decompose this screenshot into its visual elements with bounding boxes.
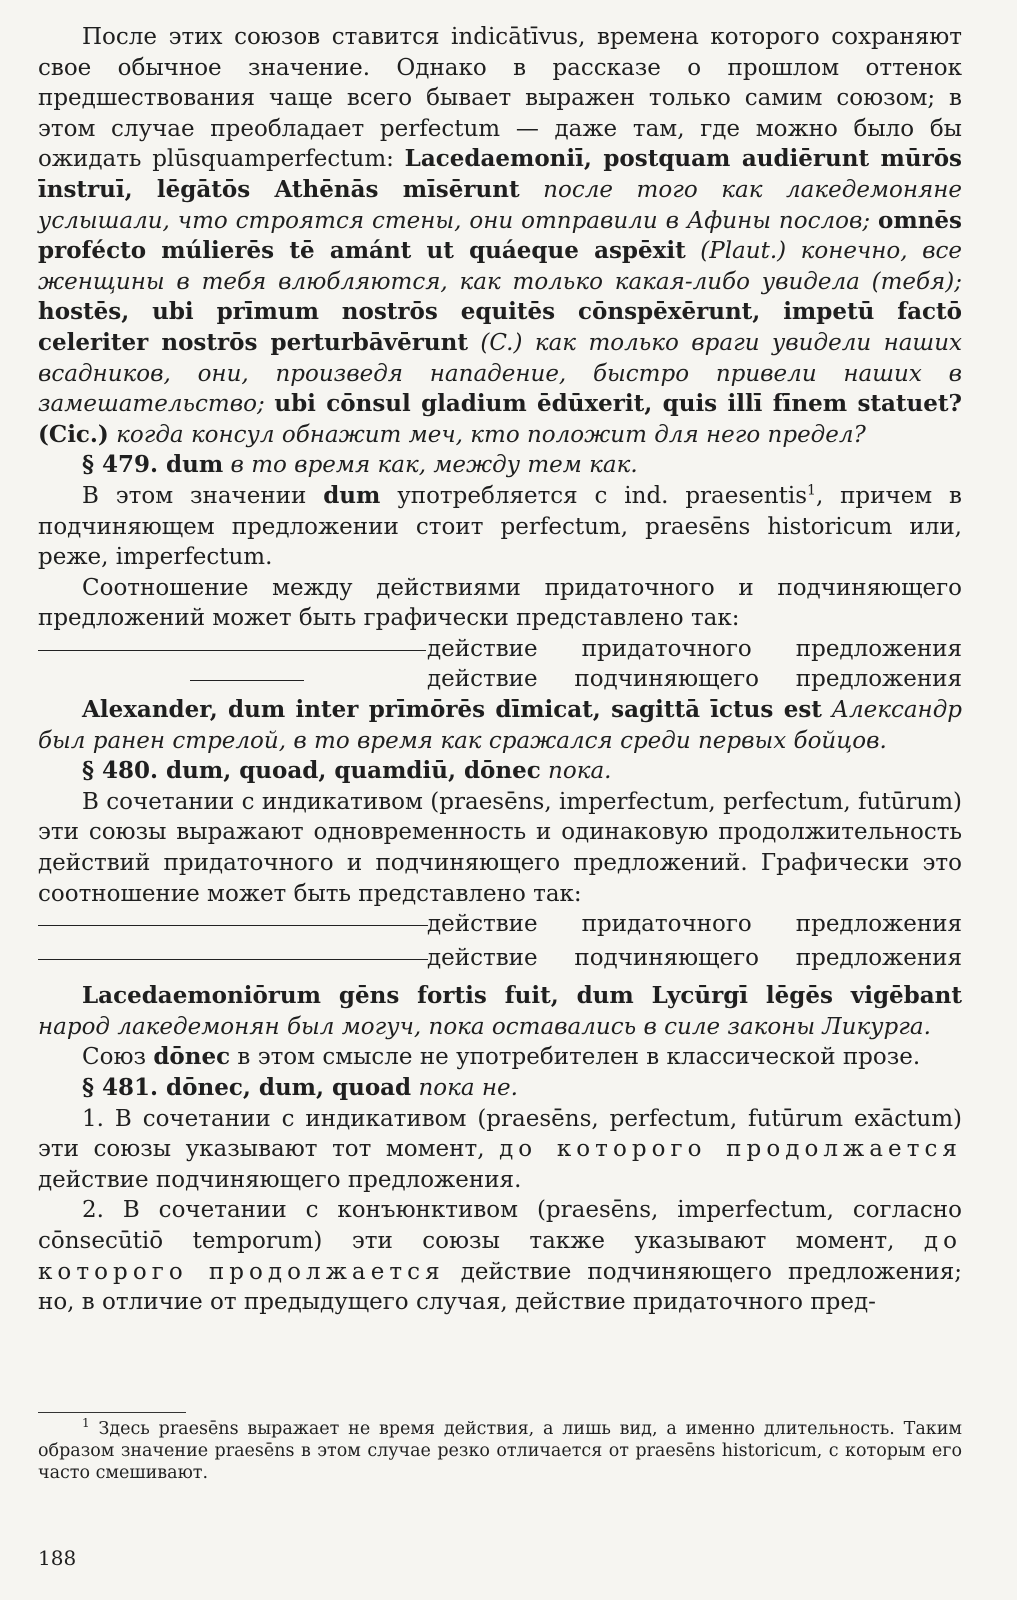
section-480-example: [38, 981, 962, 1042]
section-gloss: пока не.: [411, 1075, 518, 1101]
text-run: 1. В сочетании с индикативом (praesēns, perfectum, futūrum exāctum) эти союзы указывают тот момент,: [38, 1105, 962, 1163]
text-run: , причем в подчиняющем предложении стоит perfectum, praesēns historicum или, реже, imperfectum.: [38, 482, 962, 571]
text-run: В этом значении: [82, 482, 324, 509]
latin-example: Lacedaemoniī, postquam audiērunt mūrōs īnstruī, lēgātōs Athēnās mīsērunt: [38, 145, 962, 203]
section-480-paragraph-2: [38, 1042, 962, 1073]
latin-example: hostēs, ubi prīmum nostrōs equitēs cōnspēxērunt, impetū factō celeriter nostrōs perturbāvērunt: [38, 298, 962, 356]
latin-example: omnēs profécto múlierēs tē amánt ut quáeque aspēxit: [38, 206, 962, 265]
diagram-line: [190, 680, 304, 681]
translation: после того как лакедемоняне услышали, что строятся стены, они отправили в Афины послов;: [38, 176, 962, 234]
section-479-paragraph: [38, 481, 962, 573]
text-run: 2. В сочетании с конъюнктивом (praesēns, imperfectum, согласно cōnsecūtiō temporum) эти союзы также указывают момент,: [38, 1197, 962, 1254]
footnote: [38, 1418, 962, 1484]
diagram-row-subordinate: [38, 634, 962, 665]
spaced-emphasis: до которого продолжается: [38, 1227, 962, 1285]
latin-example: Alexander, dum inter prīmōrēs dīmicat, sagittā īctus est: [82, 696, 822, 724]
text-run: действие подчиняющего предложения.: [38, 1166, 522, 1193]
spaced-emphasis: до которого продолжается: [499, 1136, 963, 1163]
translation: (Plaut.) конечно, все женщины в тебя влюбляются, как только какая-либо увидела (тебя);: [38, 238, 962, 295]
section-479-example: [38, 695, 962, 756]
translation: Александр был ранен стрелой, в то время как сражался среди первых бойцов.: [38, 697, 963, 754]
footnote-mark: 1: [82, 1416, 90, 1431]
diagram-row-main: [38, 943, 962, 981]
section-479-paragraph-2: Соотношение между действиями придаточного и подчиняющего предложений может быть графически представлено так:: [38, 574, 962, 632]
footnote-divider: [38, 1412, 186, 1413]
latin-term: dum: [323, 481, 381, 509]
section-481-point-2: [38, 1195, 962, 1317]
section-title: § 481. dōnec, dum, quoad: [82, 1074, 412, 1101]
latin-example: ubi cōnsul gladium ēdūxerit, quis illī fīnem statuet? (Cic.): [38, 390, 962, 448]
section-480-heading: [38, 756, 962, 787]
latin-term: dōnec: [153, 1043, 231, 1071]
diagram-row-main: [38, 664, 962, 695]
translation: (C.) как только враги увидели наших всадников, они, произведя нападение, быстро привели наших в замешательство;: [38, 329, 962, 418]
text-run: После этих союзов ставится indicātīvus, времена которого сохраняют свое обычное значение. Однако в рассказе о прошлом оттенок предшествования чаще всего бывает выражен только самим союзом; в этом случае преобладает perfectum — даже там, где можно было бы ожидать plūsquamperfectum:: [38, 24, 962, 173]
diagram-label: действие придаточного предложения: [427, 911, 962, 938]
section-title: § 480. dum, quoad, quamdiū, dōnec: [82, 757, 541, 785]
page-number: 188: [38, 1546, 77, 1570]
diagram-row-subordinate: [38, 909, 962, 943]
footnote-text: Здесь praesēns выражает не время действия, а лишь вид, а именно длительность. Таким образом значение praesēns в этом случае резко отличается от praesēns historicum, с которым его часто смешивают.: [38, 1419, 962, 1483]
paragraph-intro: [38, 22, 962, 450]
footnote-ref: 1: [807, 482, 816, 499]
translation: народ лакедемонян был могуч, пока оставались в силе законы Ликурга.: [38, 1013, 931, 1040]
text-run: в этом смысле не употребителен в классической прозе.: [230, 1044, 921, 1071]
diagram-line: [38, 925, 428, 926]
section-title: § 479. dum: [82, 451, 224, 479]
text-run: употребляется с ind. praesentis: [380, 482, 808, 509]
diagram-line: [38, 959, 428, 960]
diagram-line: [38, 650, 426, 651]
latin-example: Lacedaemoniōrum gēns fortis fuit, dum Lycūrgī lēgēs vigēbant: [82, 982, 962, 1010]
diagram-label: действие подчиняющего предложения: [427, 666, 962, 693]
diagram-label: действие придаточного предложения: [427, 635, 962, 662]
main-text: [38, 22, 962, 1318]
diagram-label: действие подчиняющего предложения: [427, 945, 962, 972]
section-481-heading: [38, 1073, 962, 1104]
translation: когда консул обнажит меч, кто положит для него предел?: [108, 421, 866, 448]
text-run: действие подчиняющего предложения; но, в отличие от предыдущего случая, действие придаточного пред-: [38, 1258, 962, 1316]
text-run: Союз: [82, 1044, 154, 1071]
section-gloss: в то время как, между тем как.: [223, 452, 638, 479]
section-479-heading: [38, 450, 962, 481]
section-481-point-1: [38, 1104, 962, 1196]
section-gloss: пока.: [540, 758, 612, 785]
section-480-paragraph: В сочетании с индикативом (praesēns, imperfectum, perfectum, futūrum) эти союзы выражают одновременность и одинаковую продолжительность действий придаточного и подчиняющего предложений. Графически это соотношение может быть представлено так:: [38, 788, 962, 907]
